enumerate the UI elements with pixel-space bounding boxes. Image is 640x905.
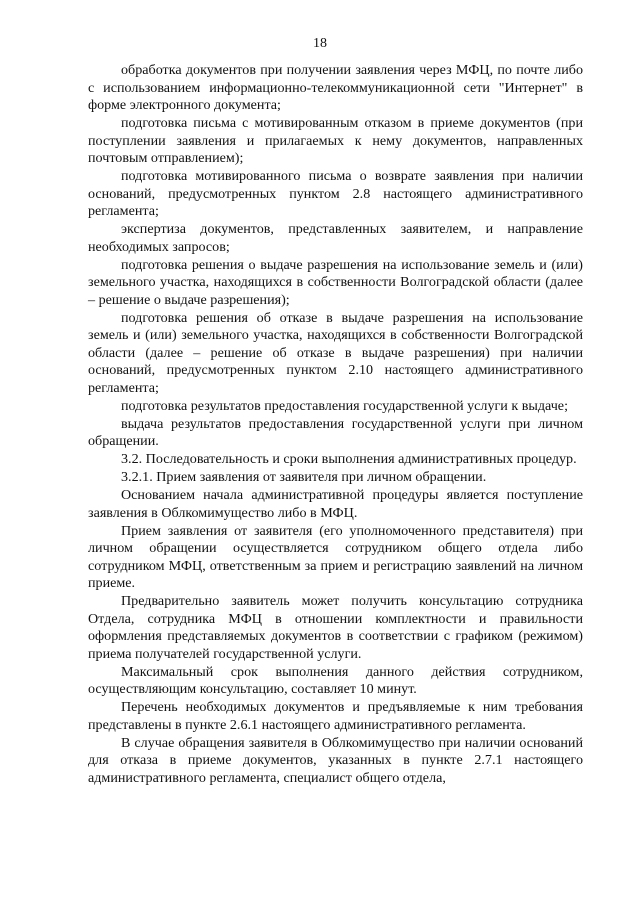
paragraph: Прием заявления от заявителя (его уполномоченного представителя) при личном обращении осуществляется сотрудником общего отдела либо сотрудником МФЦ, ответственным за прием и регистрацию заявлений на личном приеме. <box>88 522 583 591</box>
paragraph: подготовка мотивированного письма о возврате заявления при наличии оснований, предусмотренных пунктом 2.8 настоящего административного регламента; <box>88 168 583 219</box>
subsection-heading: 3.2.1. Прием заявления от заявителя при личном обращении. <box>121 469 487 485</box>
paragraph: подготовка решения об отказе в выдаче разрешения на использование земель и (или) земельного участка, находящихся в собственности Волгоградской области (далее – решение об отказе в выдаче разрешения) при наличии оснований, предусмотренных пунктом 2.10 настоящего административного регламента; <box>88 309 583 396</box>
paragraph: Перечень необходимых документов и предъявляемые к ним требования представлены в пункте 2.6.1 настоящего административного регламента. <box>88 699 583 733</box>
paragraph: В случае обращения заявителя в Облкомимущество при наличии оснований для отказа в приеме документов, указанных в пункте 2.7.1 настоящего административного регламента, специалист общего отдела, <box>88 734 583 786</box>
section-heading: 3.2. Последовательность и сроки выполнения административных процедур. <box>121 451 577 467</box>
paragraph: Основанием начала административной процедуры является поступление заявления в Облкомимущество либо в МФЦ. <box>88 487 583 521</box>
paragraph: экспертиза документов, представленных заявителем, и направление необходимых запросов; <box>88 221 583 255</box>
page-number: 18 <box>313 36 327 51</box>
paragraph: подготовка результатов предоставления государственной услуги к выдаче; <box>121 397 568 414</box>
paragraph: Максимальный срок выполнения данного действия сотрудником, осуществляющим консультацию, составляет 10 минут. <box>88 663 583 697</box>
paragraph: обработка документов при получении заявления через МФЦ, по почте либо с использованием информационно-телекоммуникационной сети "Интернет" в форме электронного документа; <box>88 62 583 113</box>
paragraph: подготовка письма с мотивированным отказом в приеме документов (при поступлении заявления и прилагаемых к нему документов, направленных почтовым отправлением); <box>88 115 583 166</box>
paragraph: Предварительно заявитель может получить консультацию сотрудника Отдела, сотрудника МФЦ в отношении комплектности и правильности оформления представляемых документов в соответствии с графиком (режимом) приема получателей государственной услуги. <box>88 593 583 662</box>
document-body <box>88 62 583 788</box>
paragraph: подготовка решения о выдаче разрешения на использование земель и (или) земельного участка, находящихся в собственности Волгоградской области (далее – решение о выдаче разрешения); <box>88 256 583 308</box>
paragraph: выдача результатов предоставления государственной услуги при личном обращении. <box>88 415 583 449</box>
